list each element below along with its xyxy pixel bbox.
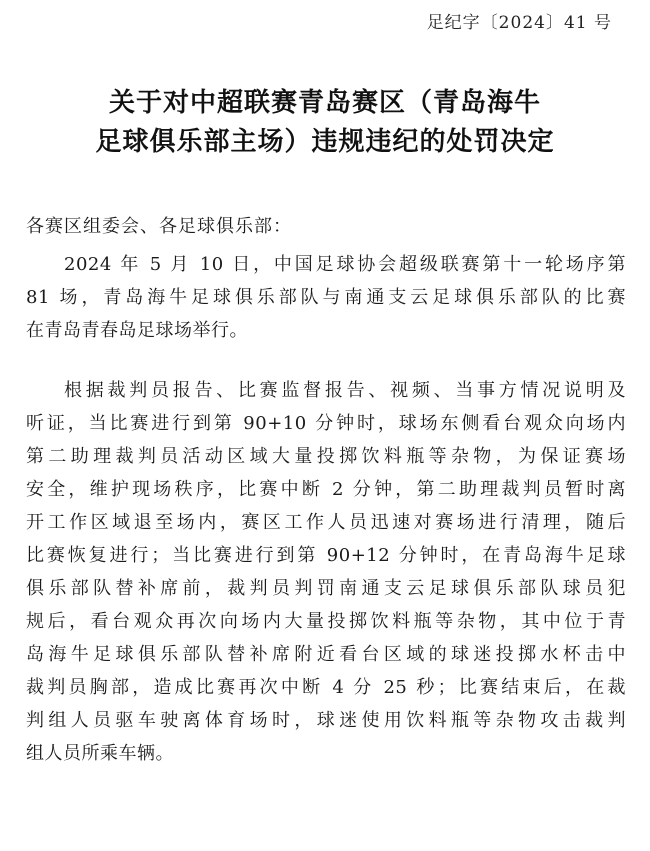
paragraph-1 bbox=[26, 248, 626, 347]
paragraph-line: 第二助理裁判员活动区域大量投掷饮料瓶等杂物，为保证赛场 bbox=[26, 446, 626, 467]
title-line: 关于对中超联赛青岛赛区（青岛海牛 bbox=[108, 88, 541, 118]
paragraph-line: 比赛恢复进行；当比赛进行到第 90+12 分钟时，在青岛海牛足球 bbox=[26, 545, 626, 566]
paragraph-line: 根据裁判员报告、比赛监督报告、视频、当事方情况说明及 bbox=[64, 380, 626, 401]
paragraph-line: 判组人员驱车驶离体育场时，球迷使用饮料瓶等杂物攻击裁判 bbox=[26, 710, 626, 731]
paragraph-line: 听证，当比赛进行到第 90+10 分钟时，球场东侧看台观众向场内 bbox=[26, 413, 626, 434]
paragraph-line: 81 场，青岛海牛足球俱乐部队与南通支云足球俱乐部队的比赛 bbox=[26, 287, 626, 308]
document-title bbox=[0, 84, 650, 162]
paragraph-line: 裁判员胸部，造成比赛再次中断 4 分 25 秒；比赛结束后，在裁 bbox=[26, 677, 626, 698]
paragraph-line: 岛海牛足球俱乐部队替补席附近看台区域的球迷投掷水杯击中 bbox=[26, 644, 626, 665]
paragraph-line: 组人员所乘车辆。 bbox=[26, 743, 174, 764]
paragraph-line: 安全，维护现场秩序，比赛中断 2 分钟，第二助理裁判员暂时离 bbox=[26, 479, 626, 500]
paragraph-2 bbox=[26, 374, 626, 770]
paragraph-line: 俱乐部队替补席前，裁判员判罚南通支云足球俱乐部队球员犯 bbox=[26, 578, 626, 599]
document-number: 足纪字〔2024〕41 号 bbox=[426, 13, 612, 33]
title-line: 足球俱乐部主场）违规违纪的处罚决定 bbox=[95, 127, 555, 157]
addressee: 各赛区组委会、各足球俱乐部： bbox=[26, 216, 292, 237]
paragraph-line: 规后，看台观众再次向场内大量投掷饮料瓶等杂物，其中位于青 bbox=[26, 611, 626, 632]
paragraph-line: 在青岛青春岛足球场举行。 bbox=[26, 320, 248, 341]
paragraph-line: 2024 年 5 月 10 日，中国足球协会超级联赛第十一轮场序第 bbox=[64, 254, 626, 275]
paragraph-line: 开工作区域退至场内，赛区工作人员迅速对赛场进行清理，随后 bbox=[26, 512, 626, 533]
